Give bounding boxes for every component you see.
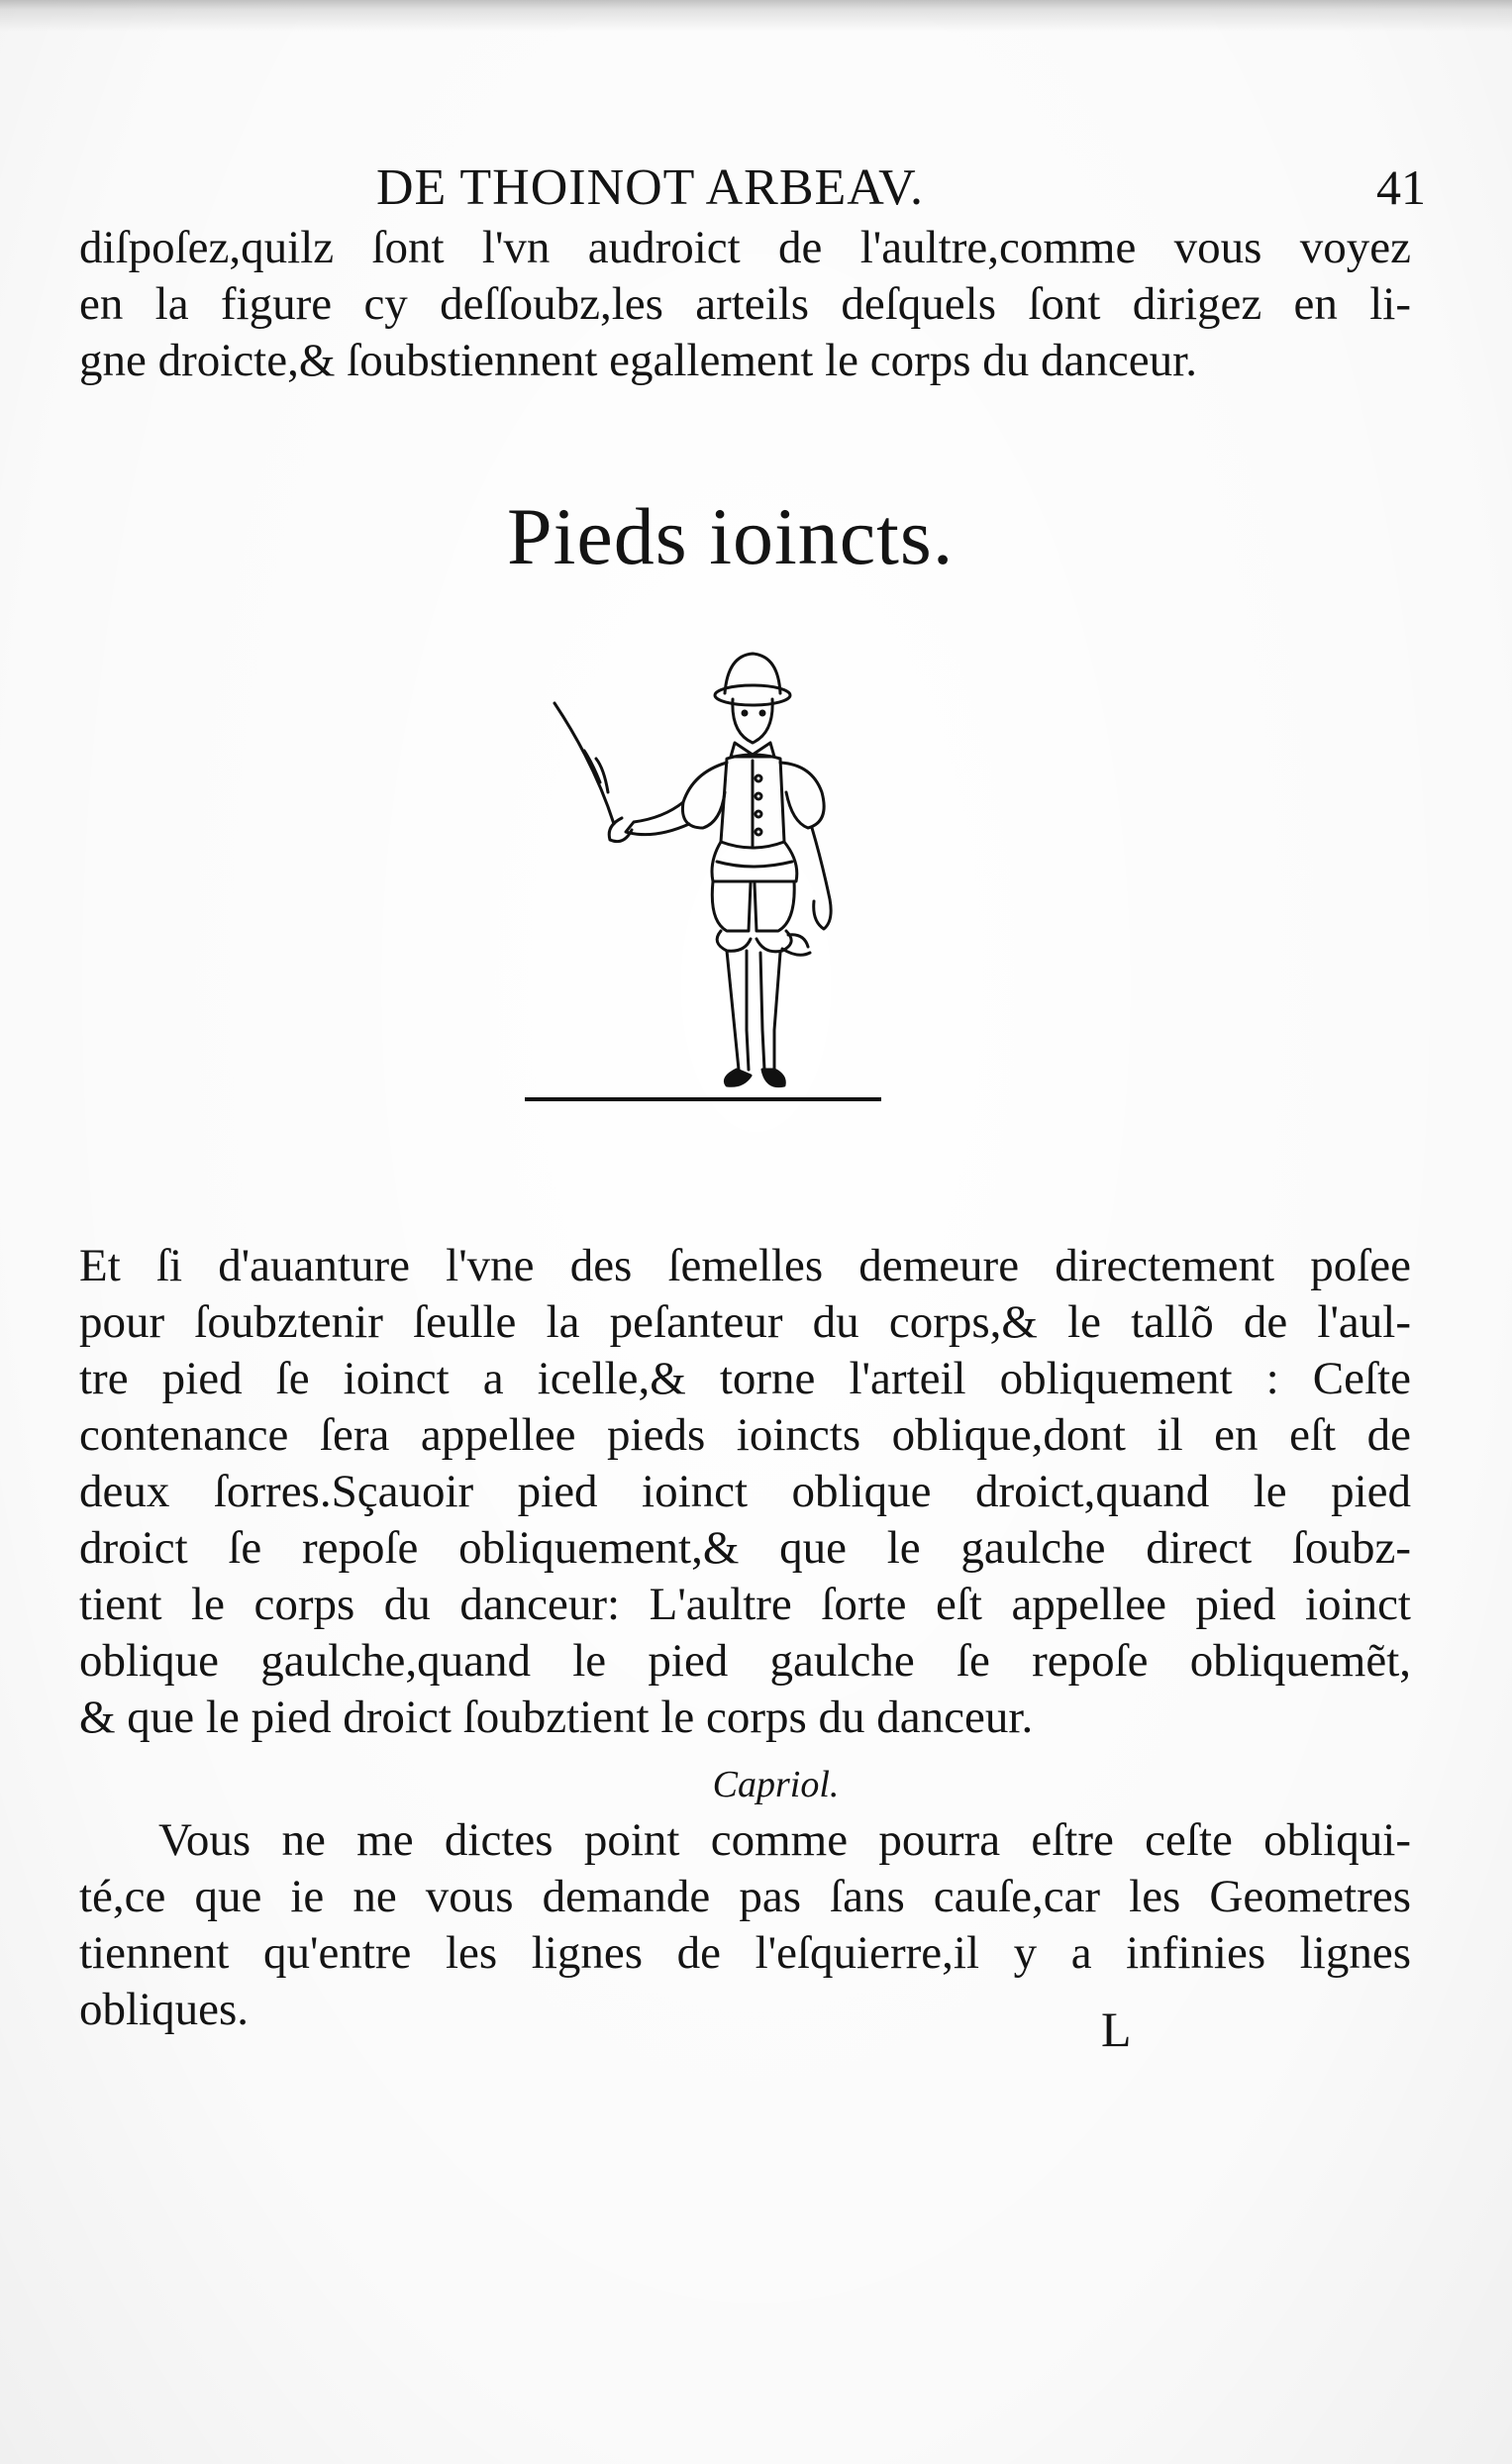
speaker-label: Capriol.: [712, 1764, 840, 1805]
text-line: & que le pied droict ſoubztient le corps du danceur.: [79, 1692, 1034, 1743]
text-line: deux ſorres.Sçauoir pied ioinct oblique droict,quand le pied: [79, 1466, 1411, 1517]
paragraph-top: [79, 220, 1411, 389]
text-line: Vous ne me dictes point comme pourra eſtre ceſte obliqui-: [158, 1814, 1411, 1866]
text-line: diſpoſez,quilz ſont l'vn audroict de l'aultre,comme vous voyez: [79, 222, 1411, 273]
section-title: Pieds ioincts.: [507, 491, 955, 581]
page-header: [376, 158, 1426, 218]
text-line: oblique gaulche,quand le pied gaulche ſe repoſe obliquemẽt,: [79, 1635, 1411, 1687]
page-number: 41: [1376, 159, 1426, 215]
text-line: tient le corps du danceur: L'aultre ſorte eſt appellee pied ioinct: [79, 1579, 1411, 1630]
text-line: Et ſi d'auanture l'vne des ſemelles demeure directement poſee: [79, 1240, 1411, 1291]
text-line: gne droicte,& ſoubstiennent egallement le corps du danceur.: [79, 335, 1197, 386]
text-line: tiennent qu'entre les lignes de l'eſquierre,il y a infinies lignes: [79, 1927, 1411, 1979]
text-line: té,ce que ie ne vous demande pas ſans cauſe,car les Geometres: [79, 1871, 1411, 1922]
text-line: droict ſe repoſe obliquement,& que le gaulche direct ſoubz-: [79, 1522, 1411, 1574]
text-line: obliques.: [79, 1984, 250, 2035]
text-line: contenance ſera appellee pieds ioincts oblique,dont il en eſt de: [79, 1409, 1411, 1461]
signature-mark: L: [1101, 2002, 1132, 2057]
scan-edge-shadow: [0, 0, 1512, 32]
running-head: DE THOINOT ARBEAV.: [376, 159, 925, 216]
text-line: tre pied ſe ioinct a icelle,& torne l'arteil obliquement : Ceſte: [79, 1353, 1411, 1404]
paragraph-middle: [79, 1238, 1411, 1746]
dancer-woodcut-figure: [515, 634, 970, 1149]
text-line: en la figure cy deſſoubz,les arteils deſquels ſont dirigez en li-: [79, 278, 1411, 330]
text-line: pour ſoubztenir ſeulle la peſanteur du corps,& le tallõ de l'aul-: [79, 1296, 1411, 1348]
paragraph-bottom: [79, 1812, 1411, 2038]
